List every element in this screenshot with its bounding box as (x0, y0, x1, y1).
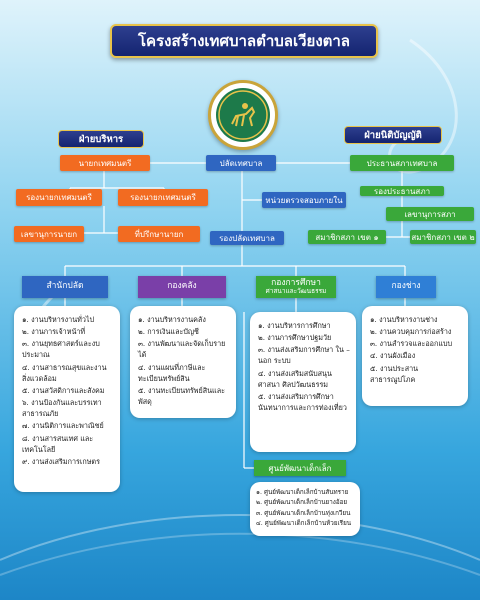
dept-list-finance (130, 306, 236, 418)
council-member-2-box: สมาชิกสภา เขต ๒ (410, 230, 476, 244)
list-item: ๑. ศูนย์พัฒนาเด็กเล็กบ้านสันทราย (256, 489, 349, 496)
internal-audit-box: หน่วยตรวจสอบภายใน (262, 192, 346, 208)
dept-head-education (256, 276, 336, 298)
mayor-advisor-box: ที่ปรึกษานายก (118, 226, 200, 242)
dept-name: สำนักปลัด (46, 281, 84, 292)
logo-emblem (216, 88, 270, 142)
dept-head-finance (138, 276, 226, 298)
horse-rider-icon (216, 88, 270, 142)
list-item: ๓. งานส่งเสริมการศึกษา ใน – นอก ระบบ (258, 345, 350, 366)
list-item: ๓. ศูนย์พัฒนาเด็กเล็กบ้านทุ่งเกวียน (256, 509, 351, 517)
dept-list-clerk-office (14, 306, 120, 492)
dept-list-education (250, 312, 356, 452)
list-item: ๔. งานแผนที่ภาษีและทะเบียนทรัพย์สิน (138, 362, 206, 383)
dept-name: กองช่าง (391, 281, 421, 292)
list-item: ๕. งานสวัสดิการและสังคม (22, 385, 105, 395)
council-vice-chairman-box: รองประธานสภา (360, 186, 444, 196)
list-item: ๔. งานสาธารณสุขและงานสิ่งแวดล้อม (22, 362, 107, 383)
page-title: โครงสร้างเทศบาลตำบลเวียงตาล (110, 24, 378, 58)
child-center-head: ศูนย์พัฒนาเด็กเล็ก (254, 460, 346, 476)
list-item: ๒. งานควบคุมการก่อสร้าง (370, 327, 452, 337)
list-item: ๕. งานประสานสาธารณูปโภค (370, 363, 419, 384)
list-item: ๓. งานยุทธศาสตร์และงบประมาณ (22, 339, 100, 360)
list-item: ๖. งานป้องกันและบรรเทาสาธารณภัย (22, 398, 102, 419)
dept-name: กองคลัง (167, 281, 197, 292)
list-item: ๑. งานบริหารการศึกษา (258, 321, 331, 330)
legislative-banner: ฝ่ายนิติบัญญัติ (344, 126, 442, 144)
list-item: ๓. งานพัฒนาและจัดเก็บรายได้ (138, 339, 226, 360)
list-item: ๕. งานทะเบียนทรัพย์สินและพัสดุ (138, 385, 225, 407)
municipality-logo (208, 80, 278, 150)
list-item: ๔. งานส่งเสริมสนับสนุนศาสนา ศิลปวัฒนธรรม (258, 368, 332, 389)
mayor-secretary-box: เลขานุการนายก (14, 226, 84, 242)
dept-name: กองการศึกษา (271, 277, 321, 288)
list-item: ๔. ศูนย์พัฒนาเด็กเล็กบ้านห้วยเรียน (256, 520, 352, 528)
list-item: ๗. งานนิติการและพาณิชย์ (22, 421, 104, 431)
list-item: ๘. งานสารสนเทศ และเทคโนโลยี (22, 433, 94, 454)
mayor-box: นายกเทศมนตรี (60, 155, 150, 171)
list-item: ๑. งานบริหารงานทั่วไป (22, 315, 95, 324)
list-item: ๙. งานส่งเสริมการเกษตร (22, 456, 100, 466)
executive-banner: ฝ่ายบริหาร (58, 130, 144, 148)
dept-head-clerk-office (22, 276, 108, 298)
list-item: ๒. การเงินและบัญชี (138, 327, 199, 337)
list-item: ๕. งานส่งเสริมการศึกษานันทนาการและการท่องเที่ยว (258, 391, 347, 413)
list-item: ๒. งานการเจ้าหน้าที่ (22, 327, 86, 337)
dept-list-engineering (362, 306, 468, 406)
deputy-clerk-box: รองปลัดเทศบาล (210, 231, 284, 245)
council-chairman-box: ประธานสภาเทศบาล (350, 155, 454, 171)
list-item: ๓. งานสำรวจและออกแบบ (370, 339, 453, 349)
list-item: ๔. งานผังเมือง (370, 351, 416, 361)
dept-head-engineering (376, 276, 436, 298)
municipal-clerk-box: ปลัดเทศบาล (206, 155, 276, 171)
deputy-mayor-2-box: รองนายกเทศมนตรี (118, 189, 208, 206)
council-secretary-box: เลขานุการสภา (386, 207, 474, 221)
list-item: ๑. งานบริหารงานคลัง (138, 315, 206, 324)
council-member-1-box: สมาชิกสภา เขต ๑ (308, 230, 386, 244)
deputy-mayor-1-box: รองนายกเทศมนตรี (16, 189, 102, 206)
dept-subtitle: ศาสนาและวัฒนธรรม (265, 287, 327, 296)
list-item: ๑. งานบริหารงานช่าง (370, 315, 438, 324)
list-item: ๒. งานการศึกษาปฐมวัย (258, 333, 332, 343)
list-item: ๒. ศูนย์พัฒนาเด็กเล็กบ้านยางอ้อย (256, 499, 348, 507)
child-center-list (250, 482, 360, 536)
